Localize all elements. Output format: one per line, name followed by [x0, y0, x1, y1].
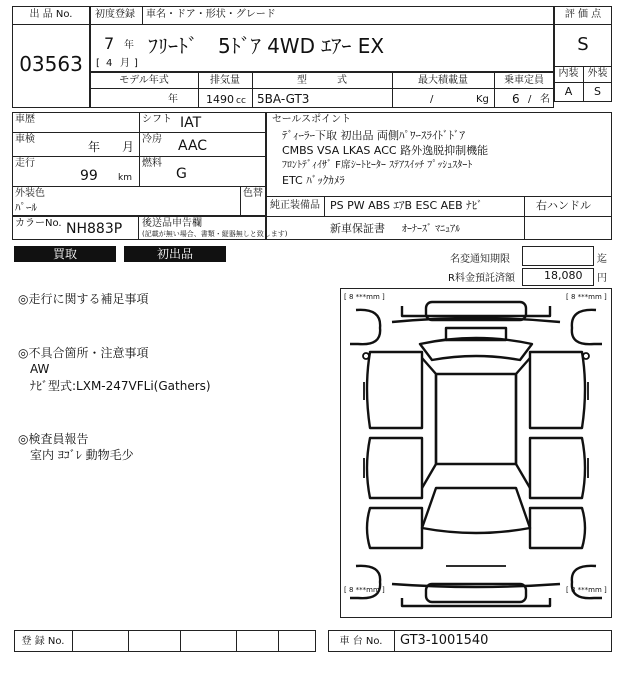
displacement-value: 1490: [206, 93, 234, 106]
steering-value: 右ハンドル: [536, 199, 591, 212]
chassis-number: GT3-1001540: [400, 633, 489, 648]
defects-title: ◎不具合箇所・注意事項: [18, 346, 149, 360]
car-name: ﾌﾘｰﾄﾞ 5ﾄﾞｱ 4WD ｴｱｰ EX: [148, 34, 385, 58]
warranty-value: 新車保証書: [330, 222, 385, 235]
load-sep: /: [430, 94, 434, 105]
buy-tab: 買取: [14, 246, 116, 262]
color-no-label: カラーNo.: [15, 218, 62, 229]
model-year-unit: 年: [168, 94, 178, 105]
capacity-value: 6: [512, 92, 520, 106]
inspector-line: 室内 ﾖｺﾞﾚ 動物毛少: [30, 448, 134, 462]
first-reg-year: 7: [104, 34, 115, 53]
grade-value: S: [577, 34, 589, 55]
inspector-title: ◎検査員報告: [18, 432, 89, 446]
sales-point-line: ETC ﾊﾞｯｸｶﾒﾗ: [282, 174, 345, 187]
chassis-label: 車 台 No.: [339, 636, 383, 647]
grade-label: 評 価 点: [564, 9, 602, 20]
recycle-label: R料金預託済額: [448, 273, 515, 284]
shift-value: IAT: [180, 115, 202, 131]
color-change-label: 色替: [243, 188, 263, 199]
ac-value: AAC: [178, 138, 208, 154]
mileage-unit: km: [118, 173, 132, 183]
fuel-value: G: [176, 166, 187, 182]
capacity-suffix: 名: [540, 94, 550, 105]
displacement-unit: cc: [236, 96, 246, 106]
load-unit: Kg: [476, 94, 489, 105]
lot-number: 03563: [19, 52, 83, 76]
exterior-grade: S: [594, 85, 601, 98]
after-label: 後送品申告欄: [142, 218, 202, 229]
month-unit: 月: [120, 58, 130, 69]
history-label: 車歴: [15, 114, 35, 125]
manual-value: ｵｰﾅｰｽﾞ ﾏﾆｭｱﾙ: [402, 224, 461, 235]
lot-label: 出 品 No.: [29, 9, 73, 20]
first-listing-tab: 初出品: [124, 246, 226, 262]
shift-label: シフト: [142, 114, 172, 125]
mileage-label: 走行: [15, 158, 35, 169]
name-change-field: [522, 246, 594, 266]
displacement-label: 排気量: [210, 75, 240, 86]
capacity-label: 乗車定員: [504, 75, 544, 86]
name-change-label: 名変通知期限: [450, 254, 510, 265]
recycle-amount: 18,080: [544, 269, 583, 282]
type-label: 型 式: [297, 75, 347, 86]
interior-grade: A: [564, 85, 573, 98]
sales-point-line: ﾌﾛﾝﾄﾃﾞｨｲｻﾞ F席ｼｰﾄﾋｰﾀｰ ｽﾃｱｽｲｯﾁ ﾌﾟｯｼｭｽﾀｰﾄ: [282, 160, 473, 171]
car-outline-diagram: [340, 288, 612, 618]
tire-rear-left: [ 8 ***mm ]: [344, 586, 385, 594]
sales-point-line: CMBS VSA LKAS ACC 路外逸脱抑制機能: [282, 144, 489, 157]
type-value: 5BA-GT3: [257, 92, 310, 106]
model-year-label: モデル年式: [119, 75, 169, 86]
exterior-label: 外装: [587, 68, 608, 79]
after-note: (記載が無い場合、書類・縦器無しと致します): [142, 230, 288, 238]
car-name-label: 車名・ドア・形状・グレード: [146, 9, 276, 20]
inspection-label: 車検: [15, 134, 35, 145]
equipment-label: 純正装備品: [270, 200, 320, 211]
inspection-month-unit: 月: [122, 140, 135, 154]
recycle-unit: 円: [597, 273, 607, 284]
interior-label: 内装: [558, 68, 579, 79]
reg-month-bracket: [: [96, 58, 100, 69]
sales-points-label: セールスポイント: [272, 114, 352, 125]
tire-rear-right: [ 8 ***mm ]: [566, 586, 607, 594]
reg-no-label: 登 録 No.: [21, 636, 65, 647]
first-reg-label: 初度登録: [95, 9, 135, 20]
defect-line: ﾅﾋﾞ型式:LXM-247VFLi(Gathers): [30, 379, 211, 393]
ac-label: 冷房: [142, 134, 162, 145]
inspection-year-unit: 年: [88, 140, 101, 154]
reg-month-bracket-end: ]: [134, 58, 138, 69]
tire-front-left: [ 8 ***mm ]: [344, 293, 385, 301]
mileage-value: 99: [80, 168, 98, 184]
load-label: 最大積載量: [418, 75, 468, 86]
sales-point-line: ﾃﾞｨｰﾗｰ下取 初出品 両側ﾊﾟﾜｰｽﾗｲﾄﾞﾄﾞｱ: [282, 129, 465, 142]
fuel-label: 燃料: [142, 158, 162, 169]
year-unit: 年: [124, 40, 134, 51]
name-change-unit: 迄: [597, 254, 607, 265]
first-reg-month: 4: [106, 58, 113, 69]
ext-color-label: 外装色: [15, 188, 45, 199]
equipment-value: PS PW ABS ｴｱB ESC AEB ﾅﾋﾞ: [330, 199, 483, 212]
color-no-value: NH883P: [66, 221, 123, 237]
defect-line: AW: [30, 362, 50, 376]
capacity-sep: /: [528, 94, 532, 105]
tire-front-right: [ 8 ***mm ]: [566, 293, 607, 301]
driving-notes-title: ◎走行に関する補足事項: [18, 292, 149, 306]
ext-color-value: ﾊﾟｰﾙ: [15, 201, 37, 214]
